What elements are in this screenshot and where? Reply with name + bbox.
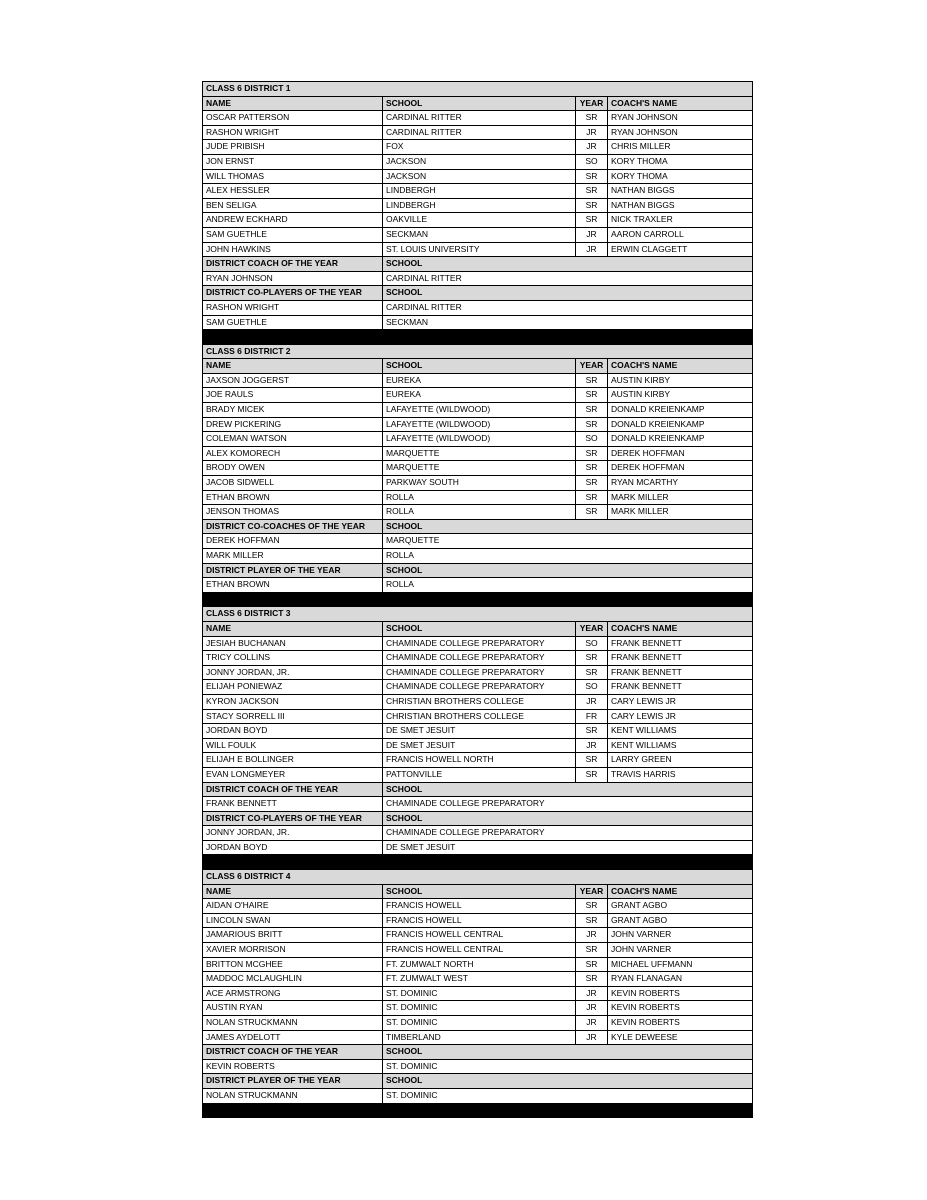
player-school-cell: JACKSON	[383, 154, 576, 169]
player-row	[203, 373, 753, 388]
award-header-row	[203, 519, 753, 534]
player-coach-cell: MICHAEL UFFMANN	[608, 957, 753, 972]
award-school-cell: CARDINAL RITTER	[383, 271, 753, 286]
column-header-row	[203, 884, 753, 899]
award-entry-row	[203, 271, 753, 286]
player-row	[203, 461, 753, 476]
award-school-heading: SCHOOL	[383, 519, 753, 534]
player-school-cell: EUREKA	[383, 388, 576, 403]
coach-column-header: COACH'S NAME	[608, 884, 753, 899]
player-coach-cell: LARRY GREEN	[608, 753, 753, 768]
player-coach-cell: JOHN VARNER	[608, 943, 753, 958]
player-year-cell: JR	[576, 1016, 608, 1031]
district-separator-bar	[203, 855, 753, 870]
player-year-cell: SO	[576, 636, 608, 651]
column-header-row	[203, 359, 753, 374]
player-year-cell: SR	[576, 417, 608, 432]
player-row	[203, 125, 753, 140]
player-year-cell: SR	[576, 505, 608, 520]
player-year-cell: JR	[576, 227, 608, 242]
player-row	[203, 417, 753, 432]
player-school-cell: OAKVILLE	[383, 213, 576, 228]
player-row	[203, 403, 753, 418]
player-name-cell: WILL FOULK	[203, 738, 383, 753]
player-school-cell: FT. ZUMWALT NORTH	[383, 957, 576, 972]
name-column-header: NAME	[203, 359, 383, 374]
district-title: CLASS 6 DISTRICT 1	[203, 82, 753, 97]
player-school-cell: LAFAYETTE (WILDWOOD)	[383, 432, 576, 447]
player-row	[203, 753, 753, 768]
player-row	[203, 738, 753, 753]
player-row	[203, 505, 753, 520]
column-header-row	[203, 96, 753, 111]
award-entry-row	[203, 1088, 753, 1103]
player-school-cell: FRANCIS HOWELL CENTRAL	[383, 943, 576, 958]
player-name-cell: ALEX HESSLER	[203, 184, 383, 199]
player-row	[203, 476, 753, 491]
award-school-heading: SCHOOL	[383, 811, 753, 826]
player-school-cell: CARDINAL RITTER	[383, 111, 576, 126]
player-year-cell: SO	[576, 154, 608, 169]
player-school-cell: ST. DOMINIC	[383, 1001, 576, 1016]
award-name-cell: FRANK BENNETT	[203, 797, 383, 812]
all-district-table	[202, 81, 753, 1118]
player-row	[203, 957, 753, 972]
award-heading: DISTRICT CO-PLAYERS OF THE YEAR	[203, 811, 383, 826]
player-coach-cell: JOHN VARNER	[608, 928, 753, 943]
player-coach-cell: RYAN MCARTHY	[608, 476, 753, 491]
year-column-header: YEAR	[576, 96, 608, 111]
award-entry-row	[203, 840, 753, 855]
player-name-cell: AIDAN O'HAIRE	[203, 899, 383, 914]
player-name-cell: JAMARIOUS BRITT	[203, 928, 383, 943]
player-name-cell: OSCAR PATTERSON	[203, 111, 383, 126]
player-year-cell: JR	[576, 242, 608, 257]
player-school-cell: CHAMINADE COLLEGE PREPARATORY	[383, 636, 576, 651]
player-school-cell: ST. DOMINIC	[383, 1016, 576, 1031]
player-school-cell: JACKSON	[383, 169, 576, 184]
player-school-cell: LAFAYETTE (WILDWOOD)	[383, 403, 576, 418]
award-school-heading: SCHOOL	[383, 286, 753, 301]
award-entry-row	[203, 549, 753, 564]
award-name-cell: DEREK HOFFMAN	[203, 534, 383, 549]
player-year-cell: SR	[576, 899, 608, 914]
award-school-cell: MARQUETTE	[383, 534, 753, 549]
player-year-cell: SR	[576, 388, 608, 403]
player-year-cell: JR	[576, 738, 608, 753]
player-name-cell: STACY SORRELL III	[203, 709, 383, 724]
player-name-cell: BEN SELIGA	[203, 198, 383, 213]
player-name-cell: JONNY JORDAN, JR.	[203, 665, 383, 680]
player-coach-cell: GRANT AGBO	[608, 913, 753, 928]
player-row	[203, 651, 753, 666]
district-separator-bar	[203, 330, 753, 345]
school-column-header: SCHOOL	[383, 96, 576, 111]
player-school-cell: DE SMET JESUIT	[383, 724, 576, 739]
player-name-cell: BRADY MICEK	[203, 403, 383, 418]
separator-cell	[203, 592, 753, 607]
player-school-cell: TIMBERLAND	[383, 1030, 576, 1045]
player-name-cell: COLEMAN WATSON	[203, 432, 383, 447]
player-coach-cell: DONALD KREIENKAMP	[608, 432, 753, 447]
player-school-cell: LINDBERGH	[383, 184, 576, 199]
player-coach-cell: KEVIN ROBERTS	[608, 1016, 753, 1031]
player-coach-cell: AARON CARROLL	[608, 227, 753, 242]
district-title: CLASS 6 DISTRICT 3	[203, 607, 753, 622]
player-coach-cell: KORY THOMA	[608, 169, 753, 184]
player-coach-cell: FRANK BENNETT	[608, 665, 753, 680]
player-coach-cell: NATHAN BIGGS	[608, 198, 753, 213]
player-coach-cell: CARY LEWIS JR	[608, 694, 753, 709]
player-year-cell: FR	[576, 709, 608, 724]
award-heading: DISTRICT COACH OF THE YEAR	[203, 782, 383, 797]
player-row	[203, 227, 753, 242]
player-name-cell: DREW PICKERING	[203, 417, 383, 432]
player-school-cell: FRANCIS HOWELL	[383, 899, 576, 914]
player-row	[203, 490, 753, 505]
player-row	[203, 665, 753, 680]
player-name-cell: XAVIER MORRISON	[203, 943, 383, 958]
player-coach-cell: FRANK BENNETT	[608, 636, 753, 651]
player-year-cell: SR	[576, 913, 608, 928]
player-coach-cell: DEREK HOFFMAN	[608, 446, 753, 461]
award-name-cell: SAM GUETHLE	[203, 315, 383, 330]
player-row	[203, 1030, 753, 1045]
award-school-heading: SCHOOL	[383, 563, 753, 578]
player-year-cell: SR	[576, 476, 608, 491]
player-coach-cell: MARK MILLER	[608, 505, 753, 520]
player-school-cell: ROLLA	[383, 505, 576, 520]
district-title-row	[203, 607, 753, 622]
player-coach-cell: KYLE DEWEESE	[608, 1030, 753, 1045]
player-year-cell: SR	[576, 957, 608, 972]
player-name-cell: MADDOC MCLAUGHLIN	[203, 972, 383, 987]
award-school-cell: DE SMET JESUIT	[383, 840, 753, 855]
award-heading: DISTRICT PLAYER OF THE YEAR	[203, 1074, 383, 1089]
player-row	[203, 913, 753, 928]
player-row	[203, 1016, 753, 1031]
player-year-cell: SR	[576, 169, 608, 184]
coach-column-header: COACH'S NAME	[608, 621, 753, 636]
award-school-cell: CHAMINADE COLLEGE PREPARATORY	[383, 826, 753, 841]
player-row	[203, 636, 753, 651]
player-year-cell: SR	[576, 213, 608, 228]
player-coach-cell: GRANT AGBO	[608, 899, 753, 914]
player-school-cell: PARKWAY SOUTH	[383, 476, 576, 491]
player-coach-cell: KEVIN ROBERTS	[608, 986, 753, 1001]
player-row	[203, 709, 753, 724]
player-name-cell: JOHN HAWKINS	[203, 242, 383, 257]
player-coach-cell: TRAVIS HARRIS	[608, 767, 753, 782]
district-title-row	[203, 870, 753, 885]
player-name-cell: WILL THOMAS	[203, 169, 383, 184]
player-row	[203, 388, 753, 403]
player-name-cell: ALEX KOMORECH	[203, 446, 383, 461]
player-year-cell: SR	[576, 651, 608, 666]
player-row	[203, 972, 753, 987]
player-row	[203, 184, 753, 199]
player-coach-cell: KENT WILLIAMS	[608, 738, 753, 753]
player-row	[203, 140, 753, 155]
award-entry-row	[203, 826, 753, 841]
district-separator-bar	[203, 592, 753, 607]
player-year-cell: SR	[576, 198, 608, 213]
award-name-cell: ETHAN BROWN	[203, 578, 383, 593]
player-row	[203, 154, 753, 169]
player-year-cell: JR	[576, 125, 608, 140]
player-coach-cell: RYAN JOHNSON	[608, 111, 753, 126]
player-year-cell: JR	[576, 1030, 608, 1045]
player-school-cell: FRANCIS HOWELL CENTRAL	[383, 928, 576, 943]
player-row	[203, 724, 753, 739]
player-year-cell: JR	[576, 986, 608, 1001]
player-row	[203, 767, 753, 782]
name-column-header: NAME	[203, 621, 383, 636]
year-column-header: YEAR	[576, 621, 608, 636]
player-coach-cell: DONALD KREIENKAMP	[608, 403, 753, 418]
award-heading: DISTRICT COACH OF THE YEAR	[203, 1045, 383, 1060]
player-name-cell: KYRON JACKSON	[203, 694, 383, 709]
player-name-cell: JON ERNST	[203, 154, 383, 169]
district-title-row	[203, 82, 753, 97]
player-school-cell: MARQUETTE	[383, 446, 576, 461]
school-column-header: SCHOOL	[383, 359, 576, 374]
award-heading: DISTRICT CO-PLAYERS OF THE YEAR	[203, 286, 383, 301]
player-name-cell: JOE RAULS	[203, 388, 383, 403]
award-entry-row	[203, 1059, 753, 1074]
player-row	[203, 694, 753, 709]
award-name-cell: JORDAN BOYD	[203, 840, 383, 855]
player-school-cell: ST. DOMINIC	[383, 986, 576, 1001]
player-name-cell: BRITTON MCGHEE	[203, 957, 383, 972]
award-school-heading: SCHOOL	[383, 1045, 753, 1060]
award-name-cell: RASHON WRIGHT	[203, 300, 383, 315]
player-school-cell: CHAMINADE COLLEGE PREPARATORY	[383, 665, 576, 680]
player-school-cell: FRANCIS HOWELL NORTH	[383, 753, 576, 768]
award-name-cell: NOLAN STRUCKMANN	[203, 1088, 383, 1103]
player-school-cell: FT. ZUMWALT WEST	[383, 972, 576, 987]
separator-cell	[203, 855, 753, 870]
award-school-cell: ST. DOMINIC	[383, 1059, 753, 1074]
player-coach-cell: KORY THOMA	[608, 154, 753, 169]
player-year-cell: SO	[576, 680, 608, 695]
player-coach-cell: KENT WILLIAMS	[608, 724, 753, 739]
player-coach-cell: KEVIN ROBERTS	[608, 1001, 753, 1016]
player-year-cell: SR	[576, 753, 608, 768]
player-coach-cell: ERWIN CLAGGETT	[608, 242, 753, 257]
award-header-row	[203, 811, 753, 826]
player-year-cell: SR	[576, 490, 608, 505]
player-coach-cell: CARY LEWIS JR	[608, 709, 753, 724]
player-school-cell: ROLLA	[383, 490, 576, 505]
player-name-cell: JENSON THOMAS	[203, 505, 383, 520]
award-header-row	[203, 563, 753, 578]
award-header-row	[203, 1045, 753, 1060]
player-name-cell: EVAN LONGMEYER	[203, 767, 383, 782]
award-name-cell: KEVIN ROBERTS	[203, 1059, 383, 1074]
player-school-cell: LINDBERGH	[383, 198, 576, 213]
district-title: CLASS 6 DISTRICT 2	[203, 344, 753, 359]
year-column-header: YEAR	[576, 359, 608, 374]
player-name-cell: SAM GUETHLE	[203, 227, 383, 242]
separator-cell	[203, 1103, 753, 1118]
player-school-cell: SECKMAN	[383, 227, 576, 242]
player-coach-cell: FRANK BENNETT	[608, 680, 753, 695]
player-row	[203, 943, 753, 958]
coach-column-header: COACH'S NAME	[608, 359, 753, 374]
column-header-row	[203, 621, 753, 636]
player-name-cell: JAMES AYDELOTT	[203, 1030, 383, 1045]
player-school-cell: EUREKA	[383, 373, 576, 388]
award-entry-row	[203, 315, 753, 330]
player-row	[203, 213, 753, 228]
award-heading: DISTRICT COACH OF THE YEAR	[203, 257, 383, 272]
player-school-cell: CHRISTIAN BROTHERS COLLEGE	[383, 709, 576, 724]
award-school-cell: ST. DOMINIC	[383, 1088, 753, 1103]
player-row	[203, 198, 753, 213]
player-row	[203, 446, 753, 461]
school-column-header: SCHOOL	[383, 621, 576, 636]
player-row	[203, 986, 753, 1001]
player-coach-cell: AUSTIN KIRBY	[608, 373, 753, 388]
player-name-cell: JACOB SIDWELL	[203, 476, 383, 491]
award-name-cell: MARK MILLER	[203, 549, 383, 564]
player-school-cell: PATTONVILLE	[383, 767, 576, 782]
player-year-cell: SR	[576, 403, 608, 418]
player-name-cell: NOLAN STRUCKMANN	[203, 1016, 383, 1031]
award-name-cell: JONNY JORDAN, JR.	[203, 826, 383, 841]
player-name-cell: RASHON WRIGHT	[203, 125, 383, 140]
award-heading: DISTRICT CO-COACHES OF THE YEAR	[203, 519, 383, 534]
award-heading: DISTRICT PLAYER OF THE YEAR	[203, 563, 383, 578]
player-year-cell: SR	[576, 461, 608, 476]
player-row	[203, 899, 753, 914]
player-year-cell: SR	[576, 767, 608, 782]
player-coach-cell: AUSTIN KIRBY	[608, 388, 753, 403]
player-row	[203, 928, 753, 943]
player-row	[203, 111, 753, 126]
award-school-cell: ROLLA	[383, 549, 753, 564]
separator-cell	[203, 330, 753, 345]
award-school-cell: CARDINAL RITTER	[383, 300, 753, 315]
player-coach-cell: RYAN FLANAGAN	[608, 972, 753, 987]
player-coach-cell: NICK TRAXLER	[608, 213, 753, 228]
player-row	[203, 432, 753, 447]
player-school-cell: CARDINAL RITTER	[383, 125, 576, 140]
name-column-header: NAME	[203, 884, 383, 899]
player-name-cell: ACE ARMSTRONG	[203, 986, 383, 1001]
player-year-cell: SR	[576, 665, 608, 680]
player-coach-cell: CHRIS MILLER	[608, 140, 753, 155]
player-name-cell: JUDE PRIBISH	[203, 140, 383, 155]
player-year-cell: SR	[576, 943, 608, 958]
award-entry-row	[203, 578, 753, 593]
player-name-cell: ELIJAH E BOLLINGER	[203, 753, 383, 768]
district-title-row	[203, 344, 753, 359]
player-year-cell: SR	[576, 724, 608, 739]
school-column-header: SCHOOL	[383, 884, 576, 899]
player-row	[203, 169, 753, 184]
player-name-cell: BRODY OWEN	[203, 461, 383, 476]
player-year-cell: JR	[576, 1001, 608, 1016]
player-school-cell: CHRISTIAN BROTHERS COLLEGE	[383, 694, 576, 709]
award-entry-row	[203, 534, 753, 549]
award-entry-row	[203, 300, 753, 315]
player-name-cell: ETHAN BROWN	[203, 490, 383, 505]
player-year-cell: SR	[576, 972, 608, 987]
player-coach-cell: NATHAN BIGGS	[608, 184, 753, 199]
award-school-heading: SCHOOL	[383, 257, 753, 272]
player-name-cell: ELIJAH PONIEWAZ	[203, 680, 383, 695]
player-name-cell: TRICY COLLINS	[203, 651, 383, 666]
player-name-cell: JORDAN BOYD	[203, 724, 383, 739]
district-separator-bar	[203, 1103, 753, 1118]
award-name-cell: RYAN JOHNSON	[203, 271, 383, 286]
player-row	[203, 1001, 753, 1016]
player-coach-cell: RYAN JOHNSON	[608, 125, 753, 140]
player-name-cell: JAXSON JOGGERST	[203, 373, 383, 388]
player-school-cell: DE SMET JESUIT	[383, 738, 576, 753]
award-school-heading: SCHOOL	[383, 782, 753, 797]
year-column-header: YEAR	[576, 884, 608, 899]
player-year-cell: SR	[576, 373, 608, 388]
player-school-cell: LAFAYETTE (WILDWOOD)	[383, 417, 576, 432]
player-coach-cell: MARK MILLER	[608, 490, 753, 505]
player-school-cell: CHAMINADE COLLEGE PREPARATORY	[383, 680, 576, 695]
player-year-cell: SR	[576, 111, 608, 126]
player-school-cell: ST. LOUIS UNIVERSITY	[383, 242, 576, 257]
player-school-cell: FOX	[383, 140, 576, 155]
name-column-header: NAME	[203, 96, 383, 111]
player-year-cell: SO	[576, 432, 608, 447]
player-year-cell: SR	[576, 446, 608, 461]
award-school-heading: SCHOOL	[383, 1074, 753, 1089]
player-year-cell: SR	[576, 184, 608, 199]
player-name-cell: JESIAH BUCHANAN	[203, 636, 383, 651]
player-row	[203, 680, 753, 695]
player-school-cell: CHAMINADE COLLEGE PREPARATORY	[383, 651, 576, 666]
award-header-row	[203, 782, 753, 797]
player-year-cell: JR	[576, 928, 608, 943]
player-school-cell: MARQUETTE	[383, 461, 576, 476]
all-district-sheet	[202, 81, 752, 1118]
player-name-cell: ANDREW ECKHARD	[203, 213, 383, 228]
player-row	[203, 242, 753, 257]
award-header-row	[203, 1074, 753, 1089]
award-school-cell: SECKMAN	[383, 315, 753, 330]
player-year-cell: JR	[576, 140, 608, 155]
coach-column-header: COACH'S NAME	[608, 96, 753, 111]
player-name-cell: LINCOLN SWAN	[203, 913, 383, 928]
player-school-cell: FRANCIS HOWELL	[383, 913, 576, 928]
award-header-row	[203, 257, 753, 272]
award-entry-row	[203, 797, 753, 812]
player-coach-cell: FRANK BENNETT	[608, 651, 753, 666]
award-header-row	[203, 286, 753, 301]
award-school-cell: ROLLA	[383, 578, 753, 593]
player-year-cell: JR	[576, 694, 608, 709]
district-title: CLASS 6 DISTRICT 4	[203, 870, 753, 885]
player-coach-cell: DONALD KREIENKAMP	[608, 417, 753, 432]
player-coach-cell: DEREK HOFFMAN	[608, 461, 753, 476]
player-name-cell: AUSTIN RYAN	[203, 1001, 383, 1016]
award-school-cell: CHAMINADE COLLEGE PREPARATORY	[383, 797, 753, 812]
